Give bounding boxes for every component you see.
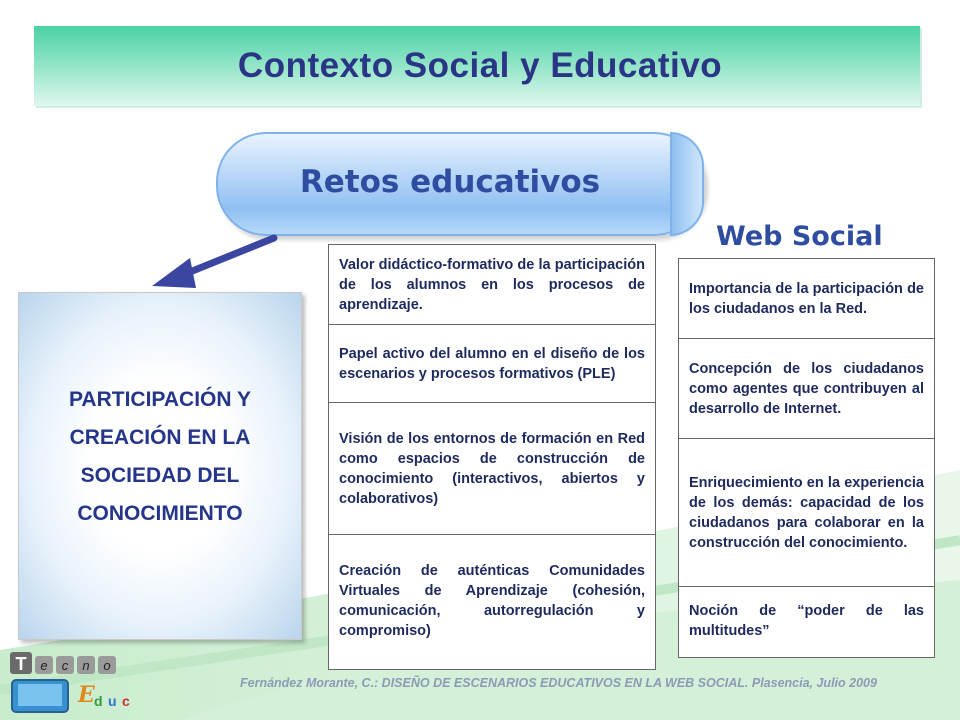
logo-tile-n: n <box>82 658 90 673</box>
list-item: Visión de los entornos de formación en Red como espacios de construcción de conocimiento (interactivos, abiertos y colaborativos) <box>329 403 655 535</box>
logo-tile-t: T <box>15 654 27 674</box>
retos-educativos-pill <box>216 132 704 236</box>
left-column-list <box>328 244 656 670</box>
list-item: Papel activo del alumno en el diseño de los escenarios y procesos formativos (PLE) <box>329 325 655 403</box>
list-item: Importancia de la participación de los ciudadanos en la Red. <box>679 259 934 339</box>
pill-label: Retos educativos <box>299 164 601 200</box>
tecnoeduc-logo <box>8 650 138 716</box>
list-item: Enriquecimiento en la experiencia de los demás: capacidad de los ciudadanos para colaborar en la construcción del conocimiento. <box>679 439 934 587</box>
web-social-label: Web Social <box>716 221 883 252</box>
logo-letter-d: d <box>94 693 103 709</box>
right-column-list <box>678 258 935 658</box>
page-title: Contexto Social y Educativo <box>237 46 723 85</box>
list-item: Creación de auténticas Comunidades Virtuales de Aprendizaje (cohesión, comunicación, autorregulación y compromiso) <box>339 563 645 639</box>
logo-tile-c: c <box>61 658 69 673</box>
logo-tile-o: o <box>103 658 111 673</box>
logo-letter-e: E <box>78 682 95 708</box>
list-item: Concepción de los ciudadanos como agentes que contribuyen al desarrollo de Internet. <box>679 339 934 439</box>
footer-citation: Fernández Morante, C.: DISEÑO DE ESCENARIOS EDUCATIVOS EN LA WEB SOCIAL. Plasencia, Julio 2009 <box>240 676 877 690</box>
down-left-arrow-icon <box>150 230 280 300</box>
list-item: Noción de “poder de las multitudes” <box>689 603 924 639</box>
participation-box <box>18 292 302 640</box>
participation-text: PARTICIPACIÓN Y CREACIÓN EN LA SOCIEDAD DEL CONOCIMIENTO <box>68 388 252 525</box>
logo-letter-c: c <box>122 693 130 709</box>
list-item: Valor didáctico-formativo de la participación de los alumnos en los procesos de aprendizaje. <box>329 245 655 325</box>
logo-tile-e: e <box>40 658 48 673</box>
logo-letter-u: u <box>108 693 117 709</box>
